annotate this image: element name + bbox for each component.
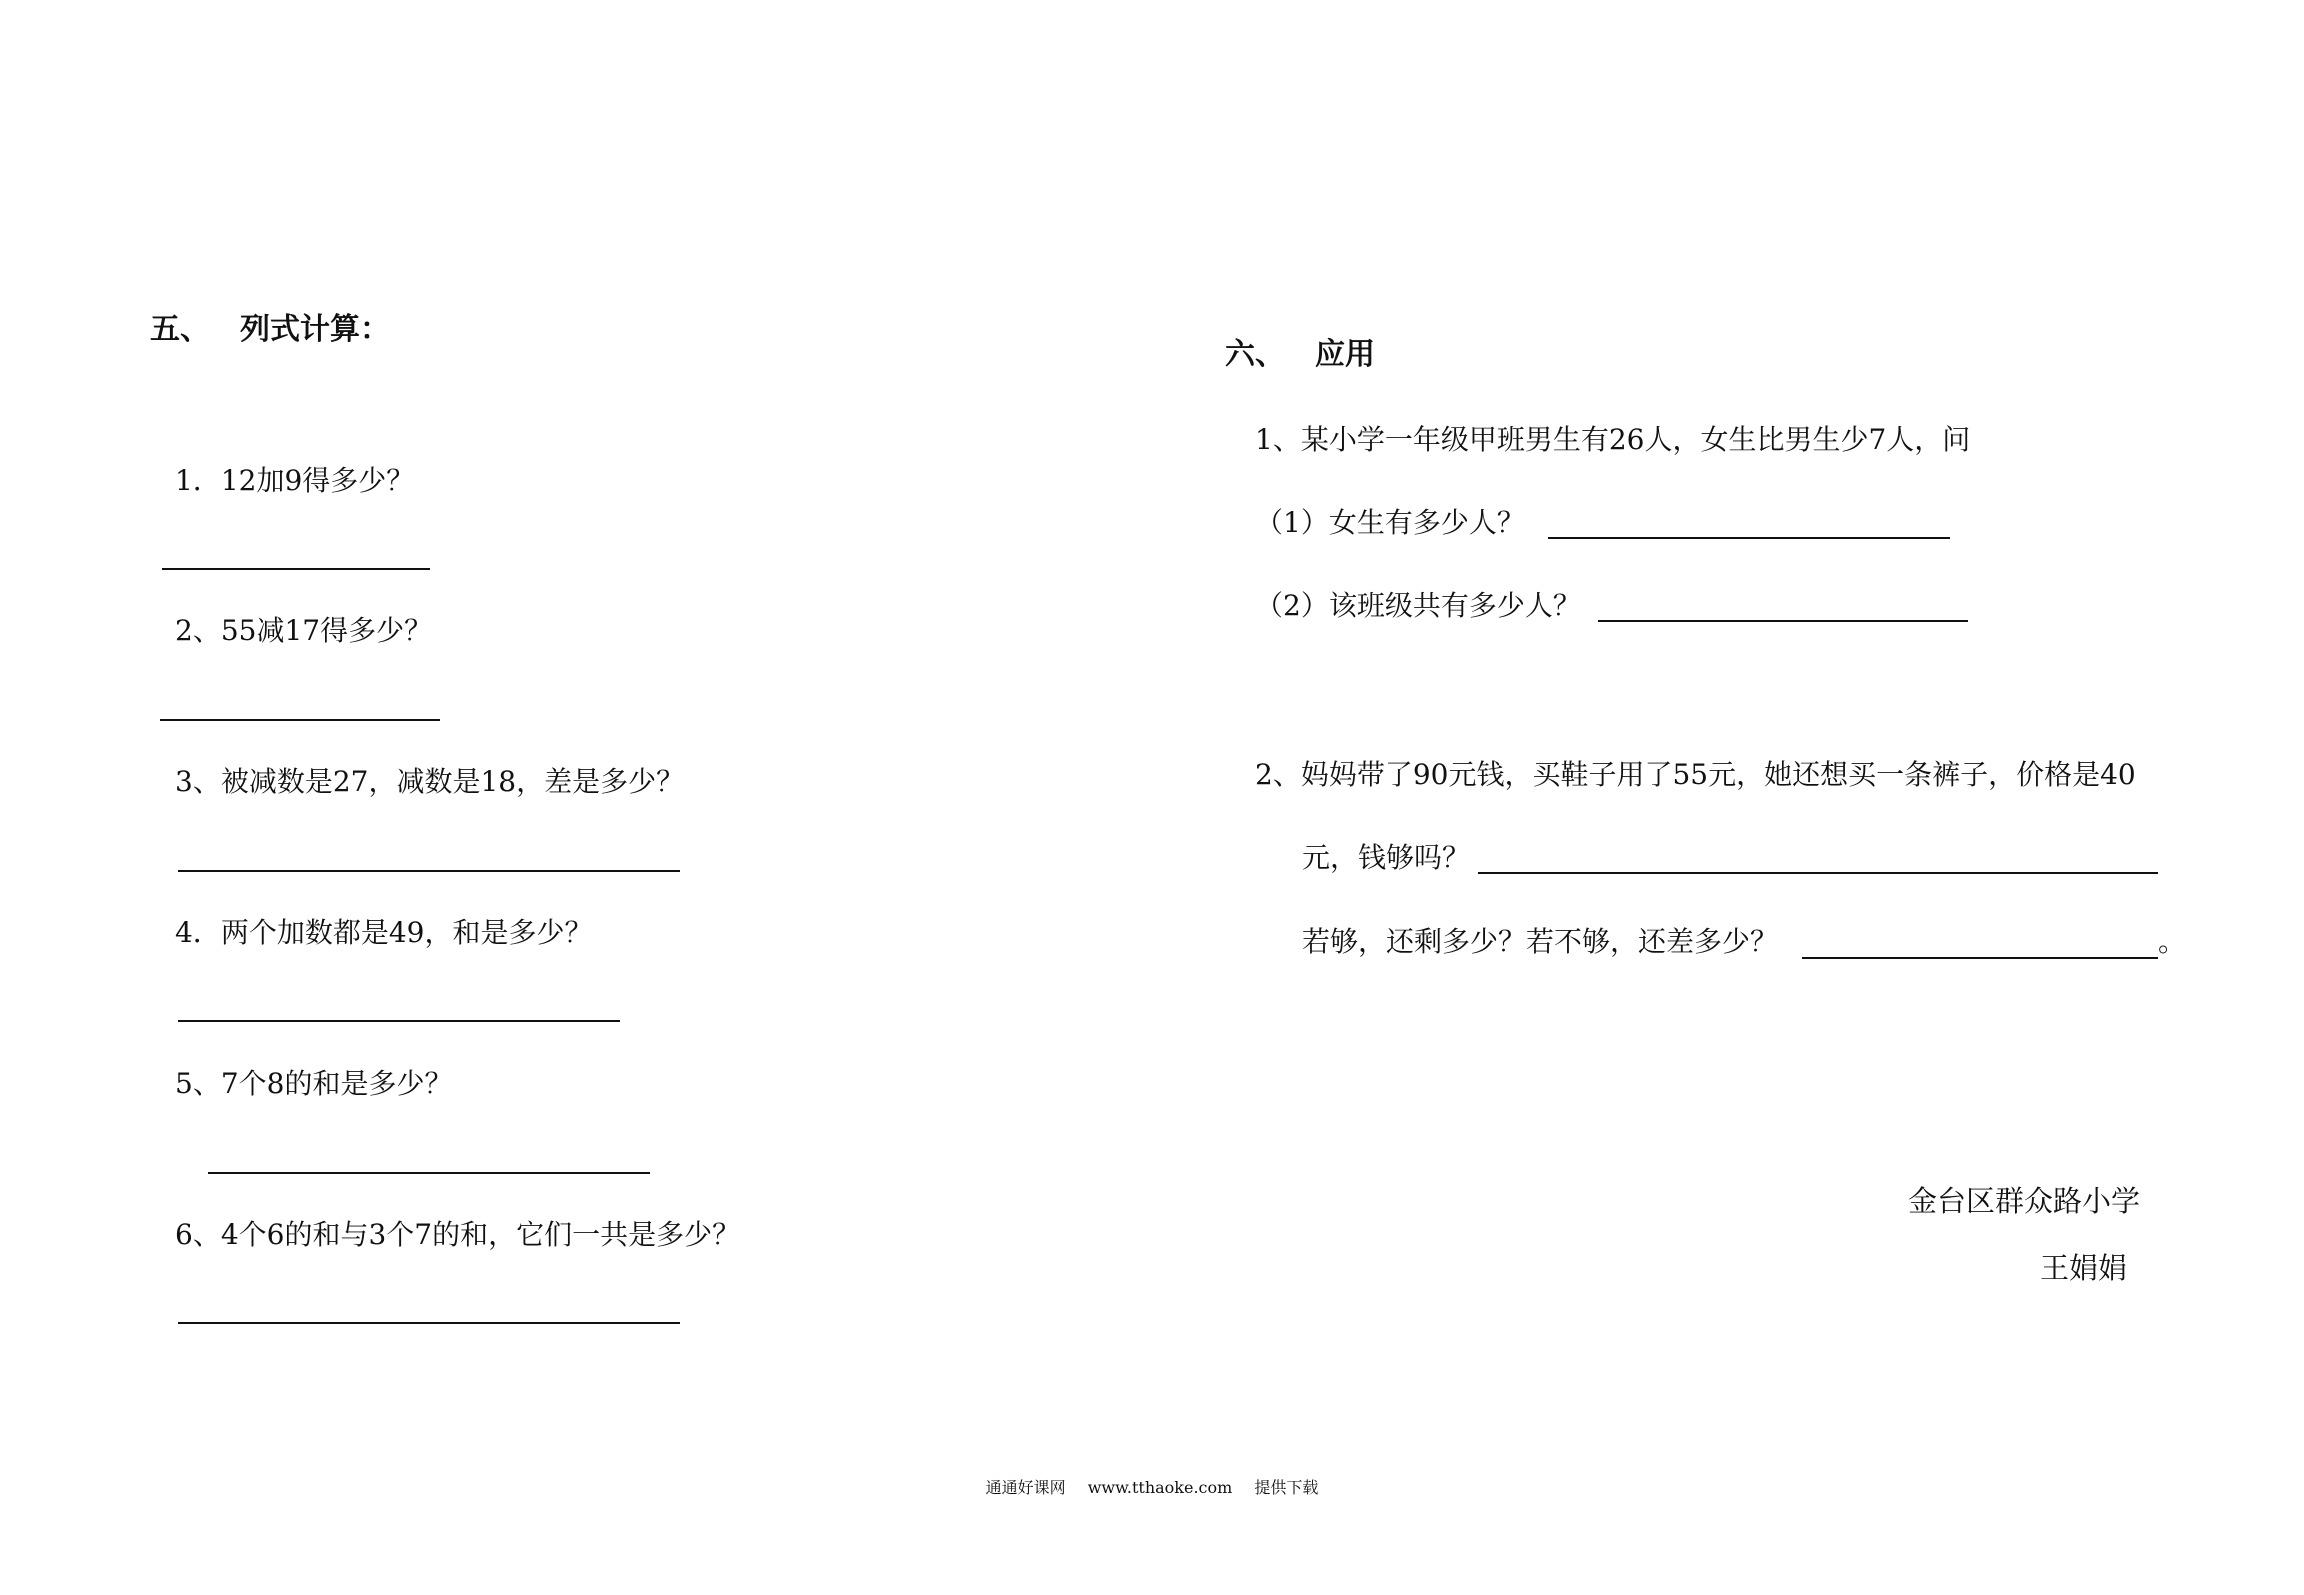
question-5-1: 1．12加9得多少？ xyxy=(175,464,415,497)
footer-site-name: 通通好课网 xyxy=(985,1478,1066,1497)
section-5-number: 五、 xyxy=(150,312,210,347)
section-5-heading xyxy=(150,312,390,348)
footer-url[interactable]: www.tthaoke.com xyxy=(1087,1478,1233,1497)
section-6-number: 六、 xyxy=(1225,337,1285,372)
answer-line-6-2-amount[interactable] xyxy=(1802,957,2158,959)
question-5-3: 3、被减数是27，减数是18，差是多少？ xyxy=(175,765,685,798)
answer-line-5-1[interactable] xyxy=(162,568,430,570)
answer-line-6-1-sub1[interactable] xyxy=(1548,537,1950,539)
page-footer xyxy=(0,1478,2304,1498)
problem-6-2-end-mark: 。 xyxy=(2158,925,2187,958)
problem-6-2-line3: 若够，还剩多少？若不够，还差多少？ xyxy=(1302,925,1779,958)
problem-6-2-line1: 2、妈妈带了90元钱，买鞋子用了55元，她还想买一条裤子，价格是40 xyxy=(1255,758,2136,791)
signature-author: 王娟娟 xyxy=(2040,1251,2128,1285)
question-5-5: 5、7个8的和是多少？ xyxy=(175,1067,453,1100)
answer-line-5-4[interactable] xyxy=(178,1020,620,1022)
footer-suffix: 提供下载 xyxy=(1254,1478,1319,1497)
problem-6-1-stem: 1、某小学一年级甲班男生有26人，女生比男生少7人，问 xyxy=(1255,423,1971,456)
problem-6-1-sub1: （1）女生有多少人？ xyxy=(1255,506,1525,539)
question-5-2: 2、55减17得多少？ xyxy=(175,614,433,647)
answer-line-5-5[interactable] xyxy=(208,1172,650,1174)
section-5-title: 列式计算： xyxy=(240,312,390,347)
section-6-title: 应用 xyxy=(1315,337,1375,372)
section-6-heading xyxy=(1225,337,1375,373)
question-5-6: 6、4个6的和与3个7的和，它们一共是多少？ xyxy=(175,1218,741,1251)
answer-line-5-6[interactable] xyxy=(178,1322,680,1324)
problem-6-1-sub2: （2）该班级共有多少人？ xyxy=(1255,589,1581,622)
answer-line-6-2-enough[interactable] xyxy=(1478,872,2158,874)
question-5-4: 4．两个加数都是49，和是多少？ xyxy=(175,916,593,949)
answer-line-6-1-sub2[interactable] xyxy=(1598,620,1968,622)
answer-line-5-3[interactable] xyxy=(178,870,680,872)
signature-school: 金台区群众路小学 xyxy=(1908,1184,2141,1218)
problem-6-2-line2: 元，钱够吗？ xyxy=(1302,841,1471,874)
answer-line-5-2[interactable] xyxy=(160,719,440,721)
